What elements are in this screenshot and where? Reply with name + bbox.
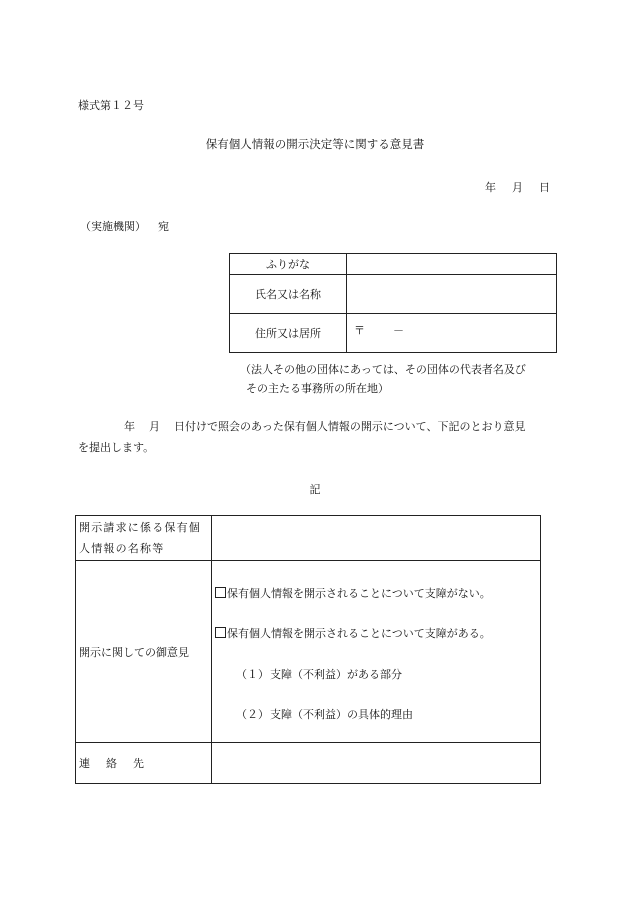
opinion-cell	[212, 561, 541, 743]
recipient	[80, 218, 169, 234]
option-no-issue-text: 保有個人情報を開示されることについて支障がない。	[227, 587, 491, 600]
sub-item-2-num: （２）	[236, 708, 269, 721]
postal-dash: －	[393, 324, 404, 337]
sub-item-1-num: （１）	[236, 668, 269, 681]
sub-item-2	[236, 706, 413, 722]
option-issue-text: 保有個人情報を開示されることについて支障がある。	[227, 627, 491, 640]
body-line1-rest: 日付けで照会のあった保有個人情報の開示について、下記のとおり意見	[174, 420, 526, 433]
body-line-1	[78, 418, 525, 434]
page-title: 保有個人情報の開示決定等に関する意見書	[205, 137, 425, 151]
checkbox-icon[interactable]	[215, 587, 226, 598]
postal-mark-icon: 〒	[354, 324, 365, 337]
name-label: 氏名又は名称	[230, 275, 347, 314]
body-line-2: を提出します。	[78, 441, 155, 454]
note-line-1: （法人その他の団体にあっては、その団体の代表者名及び	[240, 363, 526, 376]
opinion-table	[75, 515, 541, 784]
recipient-suffix: 宛	[158, 220, 169, 233]
ki-heading: 記	[309, 483, 321, 496]
opinion-label: 開示に関しての御意見	[76, 561, 212, 743]
furigana-field[interactable]	[347, 254, 557, 275]
sub-item-1	[236, 666, 402, 682]
info-name-field[interactable]	[212, 516, 541, 561]
applicant-table	[229, 253, 557, 353]
option-issue[interactable]	[215, 625, 491, 641]
sub-item-2-text: 支障（不利益）の具体的理由	[270, 708, 413, 721]
note-line-2: その主たる事務所の所在地）	[246, 382, 389, 395]
date-line	[485, 179, 550, 195]
option-no-issue[interactable]	[215, 585, 491, 601]
checkbox-icon[interactable]	[215, 627, 226, 638]
name-field[interactable]	[347, 275, 557, 314]
address-field[interactable]	[347, 314, 557, 353]
date-day: 日	[539, 181, 550, 194]
contact-label: 連 絡 先	[76, 743, 212, 784]
date-year: 年	[485, 181, 496, 194]
postal-code	[347, 314, 556, 338]
contact-field[interactable]	[212, 743, 541, 784]
body-month: 月	[149, 420, 160, 433]
recipient-org: （実施機関）	[80, 220, 146, 233]
info-name-label: 開示請求に係る保有個人情報の名称等	[76, 516, 212, 561]
date-month: 月	[512, 181, 523, 194]
sub-item-1-text: 支障（不利益）がある部分	[270, 668, 402, 681]
body-year: 年	[124, 420, 135, 433]
furigana-label: ふりがな	[230, 254, 347, 275]
address-label: 住所又は居所	[230, 314, 347, 353]
form-number: 様式第１２号	[78, 99, 144, 112]
